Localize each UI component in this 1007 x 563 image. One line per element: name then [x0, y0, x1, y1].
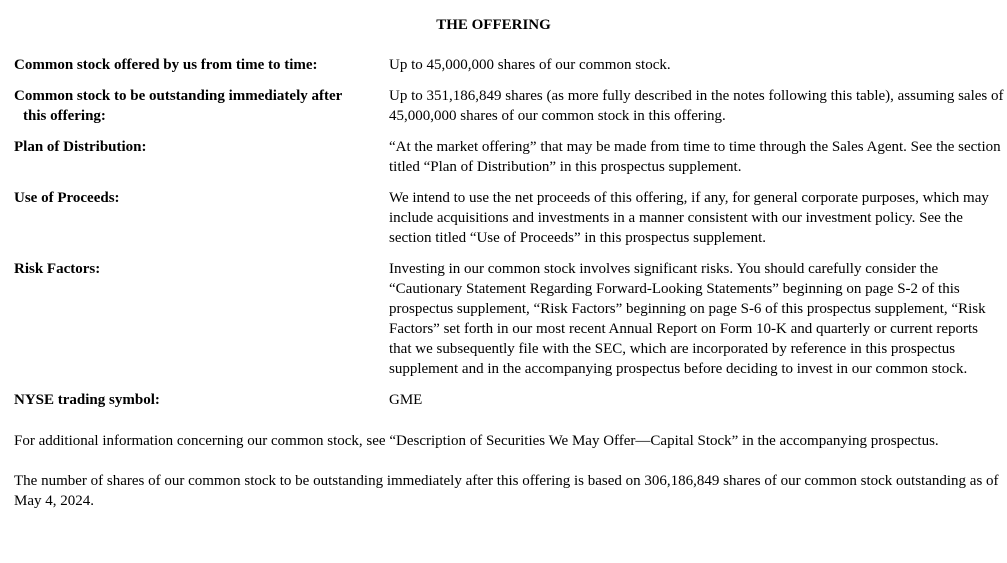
row-label-text: Use of Proceeds:: [14, 190, 120, 206]
row-value: Up to 351,186,849 shares (as more fully described in the notes following this table), assuming sales of 45,000,000 shares of our common stock in this offering.: [389, 88, 1004, 124]
row-label-text: Risk Factors:: [14, 261, 101, 277]
offering-terms-table: [14, 55, 1004, 410]
table-row: [14, 188, 1004, 248]
page-title: THE OFFERING: [436, 17, 551, 33]
row-label-text: NYSE trading symbol:: [14, 392, 160, 408]
row-label: [14, 259, 389, 379]
row-label-text: Plan of Distribution:: [14, 139, 147, 155]
row-label: [14, 86, 389, 126]
note-paragraph-additional-info: For additional information concerning our common stock, see “Description of Securities We May Offer—Capital Stock” in the accompanying prospectus.: [14, 433, 939, 449]
row-value: GME: [389, 392, 423, 408]
row-value: “At the market offering” that may be made from time to time through the Sales Agent. See the section titled “Plan of Distribution” in this prospectus supplement.: [389, 139, 1001, 175]
row-label: [14, 188, 389, 248]
note-paragraph-outstanding-shares: The number of shares of our common stock to be outstanding immediately after this offering is based on 306,186,849 shares of our common stock outstanding as of May 4, 2024.: [14, 473, 999, 509]
row-value: Up to 45,000,000 shares of our common stock.: [389, 57, 671, 73]
table-row: [14, 86, 1004, 126]
row-value: Investing in our common stock involves significant risks. You should carefully consider the “Cautionary Statement Regarding Forward-Looking Statements” beginning on page S-2 of this prospectus supplement, “Risk Factors” beginning on page S-6 of this prospectus supplement, “Risk Factors” set forth in our most recent Annual Report on Form 10-K and quarterly or current reports that we subsequently file with the SEC, which are incorporated by reference in this prospectus supplement and in the accompanying prospectus before deciding to invest in our common stock.: [389, 261, 986, 377]
table-row: [14, 137, 1004, 177]
table-row: [14, 259, 1004, 379]
row-label-continuation: this offering:: [23, 108, 106, 124]
row-label: [14, 137, 389, 177]
row-label-text: Common stock offered by us from time to time:: [14, 57, 318, 73]
table-row: [14, 55, 1004, 75]
table-row: [14, 390, 1004, 410]
document-page: [14, 15, 1004, 511]
row-label: [14, 55, 389, 75]
row-value: We intend to use the net proceeds of this offering, if any, for general corporate purposes, which may include acquisitions and investments in a manner consistent with our investment policy. See the section titled “Use of Proceeds” in this prospectus supplement.: [389, 190, 989, 246]
row-label-text: Common stock to be outstanding immediately after: [14, 88, 343, 104]
row-label: [14, 390, 389, 410]
